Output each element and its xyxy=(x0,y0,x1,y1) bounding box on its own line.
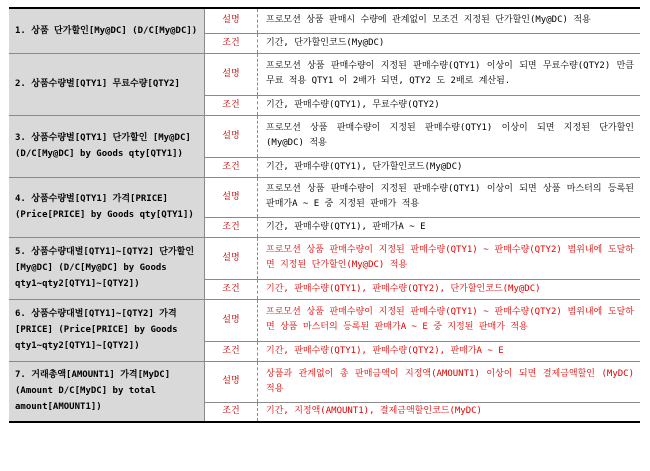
description-label: 설명 xyxy=(205,361,258,402)
description-label: 설명 xyxy=(205,299,258,341)
condition-label: 조건 xyxy=(205,33,258,53)
condition-label: 조건 xyxy=(205,95,258,115)
condition-label: 조건 xyxy=(205,217,258,237)
promotion-type-title: 1. 상품 단가할인[My@DC] (D/C[My@DC]) xyxy=(9,8,205,53)
description-text: 프로모션 상품 판매수량이 지정된 판매수량(QTY1) ~ 판매수량(QTY2) 범위내에 도달하면 상품 마스터의 등록된 판매가A ~ E 중 지정된 판매가 적용 xyxy=(258,299,641,341)
description-label: 설명 xyxy=(205,237,258,279)
condition-text: 기간, 판매수량(QTY1), 무료수량(QTY2) xyxy=(258,95,641,115)
description-label: 설명 xyxy=(205,53,258,95)
condition-text: 기간, 단가할인코드(My@DC) xyxy=(258,33,641,53)
table-row xyxy=(9,8,640,33)
condition-text: 기간, 지정액(AMOUNT1), 결제금액할인코드(MyDC) xyxy=(258,402,641,422)
table-row xyxy=(9,237,640,279)
promotion-type-title: 3. 상품수량별[QTY1] 단가할인 [My@DC] (D/C[My@DC] by Goods qty[QTY1]) xyxy=(9,115,205,177)
condition-text: 기간, 판매수량(QTY1), 단가할인코드(My@DC) xyxy=(258,157,641,177)
condition-text: 기간, 판매수량(QTY1), 판매가A ~ E xyxy=(258,217,641,237)
description-text: 프로모션 상품 판매수량이 지정된 판매수량(QTY1) 이상이 되면 지정된 단가할인 (My@DC) 적용 xyxy=(258,115,641,157)
promotion-type-title: 4. 상품수량별[QTY1] 가격[PRICE] (Price[PRICE] by Goods qty[QTY1]) xyxy=(9,177,205,237)
description-text: 프로모션 상품 판매수량이 지정된 판매수량(QTY1) ~ 판매수량(QTY2) 범위내에 도달하면 지정된 단가할인(My@DC) 적용 xyxy=(258,237,641,279)
condition-label: 조건 xyxy=(205,341,258,361)
table-row xyxy=(9,53,640,95)
description-text: 프로모션 상품 판매시 수량에 관계없이 모조건 지정된 단가할인(My@DC) 적용 xyxy=(258,8,641,33)
promotion-type-title: 2. 상품수량별[QTY1] 무료수량[QTY2] xyxy=(9,53,205,115)
promotion-type-title: 5. 상품수량대별[QTY1]~[QTY2] 단가할인[My@DC] (D/C[My@DC] by Goods qty1~qty2[QTY1]~[QTY2]) xyxy=(9,237,205,299)
table-row xyxy=(9,299,640,341)
condition-text: 기간, 판매수량(QTY1), 판매수량(QTY2), 판매가A ~ E xyxy=(258,341,641,361)
description-label: 설명 xyxy=(205,115,258,157)
promotion-type-title: 7. 거래총액[AMOUNT1] 가격[MyDC] (Amount D/C[MyDC] by total amount[AMOUNT1]) xyxy=(9,361,205,422)
promotion-type-title: 6. 상품수량대별[QTY1]~[QTY2] 가격[PRICE] (Price[PRICE] by Goods qty1~qty2[QTY1]~[QTY2]) xyxy=(9,299,205,361)
table-row xyxy=(9,361,640,402)
condition-label: 조건 xyxy=(205,279,258,299)
description-text: 상품과 관계없이 총 판매금액이 지정액(AMOUNT1) 이상이 되면 결제금액할인 (MyDC) 적용 xyxy=(258,361,641,402)
description-text: 프로모션 상품 판매수량이 지정된 판매수량(QTY1) 이상이 되면 상품 마스터의 등록된 판매가A ~ E 중 지정된 판매가 적용 xyxy=(258,177,641,217)
promotion-type-table xyxy=(9,7,640,423)
description-text: 프로모션 상품 판매수량이 지정된 판매수량(QTY1) 이상이 되면 무료수량(QTY2) 만큼 무료 적용 QTY1 이 2배가 되면, QTY2 도 2배로 계산됨. xyxy=(258,53,641,95)
description-label: 설명 xyxy=(205,8,258,33)
condition-label: 조건 xyxy=(205,402,258,422)
condition-text: 기간, 판매수량(QTY1), 판매수량(QTY2), 단가할인코드(My@DC) xyxy=(258,279,641,299)
condition-label: 조건 xyxy=(205,157,258,177)
table-row xyxy=(9,115,640,157)
description-label: 설명 xyxy=(205,177,258,217)
table-row xyxy=(9,177,640,217)
